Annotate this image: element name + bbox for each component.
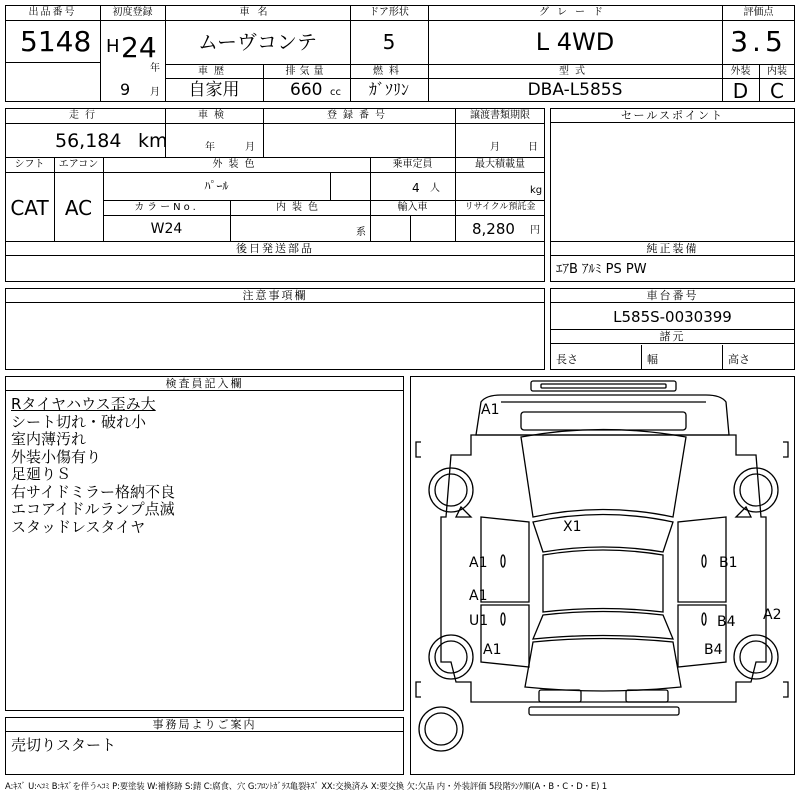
ac: AC: [64, 196, 93, 220]
recycle-label: リサイクル預託金: [464, 202, 536, 212]
remark-line: 外装小傷有り: [11, 447, 102, 466]
car-diagram: [410, 376, 795, 775]
equipment-label: 純正装備: [550, 242, 795, 256]
car-diagram-svg: [411, 377, 794, 774]
height-label: 高さ: [728, 353, 750, 366]
damage-mark: B1: [719, 555, 738, 571]
damage-mark: A1: [481, 402, 500, 418]
ac-label: エアコン: [58, 159, 99, 170]
lot-no-label: 出品番号: [28, 7, 77, 18]
damage-mark: A1: [469, 555, 488, 571]
exterior-grade: D: [732, 79, 749, 103]
history: 自家用: [188, 80, 240, 100]
sales-point-label: セールスポイント: [550, 109, 795, 123]
load-unit: kg: [530, 185, 543, 196]
length-label: 長さ: [556, 353, 578, 366]
office-label: 事務局よりご案内: [5, 718, 404, 732]
mileage-label: 走行: [69, 110, 101, 121]
grade: L 4WD: [535, 28, 615, 56]
inspection-label: 車検: [198, 110, 230, 121]
reg-year: 24: [121, 31, 157, 64]
remark-line: 室内薄汚れ: [11, 430, 87, 448]
mileage-unit: km: [138, 130, 168, 152]
first-reg-label: 初度登録: [112, 7, 153, 18]
score-label: 評価点: [743, 7, 774, 18]
sales-point-box: [550, 108, 795, 242]
interior-grade: C: [770, 79, 784, 103]
import-label: 輸入車: [397, 202, 428, 213]
shift-label: シフト: [14, 159, 45, 170]
fuel: ｶﾞｿﾘﾝ: [368, 80, 409, 99]
door-count: 5: [382, 30, 396, 54]
remark-line: エコアイドルランプ点滅: [11, 500, 175, 518]
model-label: 型式: [559, 66, 591, 77]
recycle-yen: 円: [530, 225, 540, 236]
color-no: W24: [150, 221, 183, 237]
month-unit: 月: [150, 87, 160, 98]
office-message: 売切りスタート: [11, 736, 117, 754]
damage-mark: U1: [469, 613, 489, 629]
recycle-fee: 8,280: [472, 220, 515, 238]
inspection-month-unit: 月: [245, 142, 255, 153]
interior-label: 内装: [767, 66, 787, 77]
remark-line: スタッドレスタイヤ: [11, 517, 146, 536]
load-label: 最大積載量: [475, 159, 525, 170]
color-label: 外装色: [212, 159, 261, 170]
displacement-label: 排気量: [285, 66, 328, 77]
later-parts-label: 後日発送部品: [5, 242, 545, 256]
damage-mark: A1: [483, 642, 502, 658]
int-color-label: 内装色: [276, 202, 324, 213]
capacity-unit: 人: [430, 183, 440, 194]
transfer-label: 譲渡書類期限: [470, 110, 530, 121]
exterior-color: ﾊﾟｰﾙ: [204, 179, 229, 193]
chassis-number: L585S-0030399: [613, 308, 732, 326]
displacement-unit: cc: [330, 87, 341, 98]
damage-mark: X1: [563, 519, 582, 535]
inspector-remarks: [11, 396, 401, 536]
chassis-label: 車台番号: [550, 289, 795, 303]
door-label: ドア形状: [369, 7, 409, 18]
remark-line: Rタイヤハウス歪み大: [11, 395, 156, 413]
width-label: 幅: [647, 353, 658, 366]
exterior-label: 外装: [730, 66, 751, 77]
capacity: 4: [412, 181, 420, 195]
score: 3.5: [730, 25, 787, 58]
damage-mark: A2: [763, 607, 782, 623]
era: H: [106, 36, 120, 57]
remark-line: 右サイドミラー格納不良: [11, 482, 175, 501]
fuel-label: 燃料: [373, 66, 405, 77]
transfer-month-unit: 月: [490, 142, 500, 153]
damage-mark: A1: [469, 588, 488, 604]
displacement: 660: [290, 80, 323, 100]
notes-label: 注意事項欄: [5, 289, 545, 303]
inspector-label: 検査員記入欄: [5, 377, 404, 391]
history-label: 車歴: [198, 66, 230, 77]
transfer-day-unit: 日: [528, 142, 538, 153]
int-color-suffix: 系: [356, 227, 366, 238]
color-no-label: カラーNo.: [134, 202, 199, 213]
capacity-label: 乗車定員: [392, 159, 433, 170]
shift: CAT: [10, 196, 49, 220]
damage-mark: B4: [717, 614, 736, 630]
specs-label: 諸元: [550, 330, 795, 344]
equipment: ｴｱB ｱﾙﾐ PS PW: [556, 262, 647, 277]
remark-line: 足廻りＳ: [11, 465, 72, 483]
remark-line: シート切れ・破れ小: [11, 412, 147, 431]
legend: A:ｷｽﾞ U:ﾍｺﾐ B:ｷｽﾞを伴うﾍｺﾐ P:要塗装 W:補修跡 S:錆 C:腐食、穴 G:ﾌﾛﾝﾄｶﾞﾗｽ亀裂ｷｽﾞ XX:交換済み X:要交換 欠:欠品 内・外装評価 5段階ﾗﾝｸ順(A・B・C・D・E) 1: [5, 781, 608, 791]
inspection-year-unit: 年: [205, 142, 215, 153]
mileage: 56,184: [55, 130, 122, 152]
year-unit: 年: [150, 63, 160, 74]
details-block: [5, 108, 545, 242]
damage-mark: B4: [704, 642, 723, 658]
reg-month: 9: [120, 80, 131, 99]
grade-label: グレード: [539, 7, 611, 18]
damage-marks: [469, 402, 781, 658]
lot-number: 5148: [20, 25, 92, 58]
car-name: ムーヴコンテ: [198, 30, 317, 54]
car-name-label: 車名: [239, 7, 276, 18]
plate-label: 登録番号: [327, 110, 391, 121]
model: DBA-L585S: [527, 80, 623, 100]
